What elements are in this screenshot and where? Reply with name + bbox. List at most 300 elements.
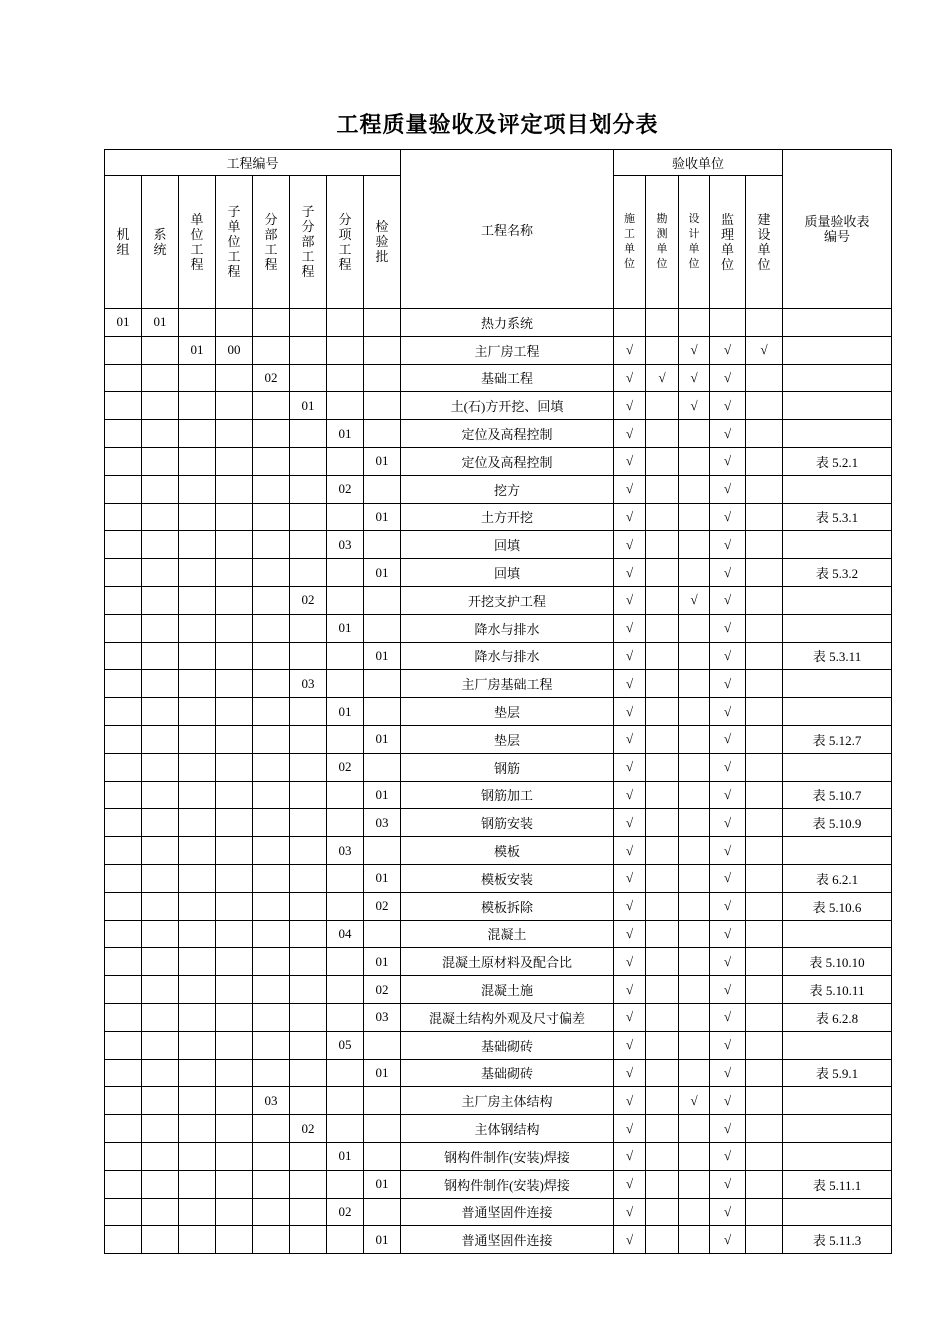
cell-sub-unit-project (216, 781, 253, 809)
cell-inspection-lot (364, 392, 401, 420)
cell-unit-project (179, 920, 216, 948)
cell-owner (746, 1142, 783, 1170)
cell-unit-project (179, 837, 216, 865)
cell-construction (614, 309, 646, 337)
cell-design (679, 1003, 710, 1031)
cell-construction: √ (614, 1170, 646, 1198)
cell-unit (105, 1115, 142, 1143)
cell-project-name: 定位及高程控制 (401, 420, 614, 448)
table-row (105, 1198, 892, 1226)
cell-item (327, 1170, 364, 1198)
cell-owner (746, 586, 783, 614)
cell-division (253, 1031, 290, 1059)
cell-unit-project (179, 1115, 216, 1143)
cell-project-name: 主体钢结构 (401, 1115, 614, 1143)
cell-inspection-lot (364, 531, 401, 559)
cell-inspection-lot (364, 753, 401, 781)
cell-sub-division: 02 (290, 1115, 327, 1143)
cell-form-number (783, 475, 892, 503)
cell-survey (646, 392, 679, 420)
cell-sub-division (290, 976, 327, 1004)
cell-supervision: √ (710, 447, 746, 475)
cell-supervision (710, 309, 746, 337)
cell-unit (105, 1170, 142, 1198)
cell-owner (746, 809, 783, 837)
cell-survey (646, 475, 679, 503)
cell-unit (105, 364, 142, 392)
cell-survey (646, 1170, 679, 1198)
cell-project-name: 热力系统 (401, 309, 614, 337)
cell-unit (105, 1087, 142, 1115)
cell-inspection-lot: 01 (364, 447, 401, 475)
cell-form-number (783, 336, 892, 364)
cell-inspection-lot (364, 1198, 401, 1226)
cell-supervision: √ (710, 670, 746, 698)
cell-owner (746, 475, 783, 503)
cell-item: 02 (327, 1198, 364, 1226)
cell-division (253, 559, 290, 587)
cell-project-name: 主厂房主体结构 (401, 1087, 614, 1115)
cell-form-number (783, 364, 892, 392)
cell-sub-division (290, 420, 327, 448)
cell-form-number (783, 1031, 892, 1059)
cell-item (327, 642, 364, 670)
cell-sub-unit-project (216, 586, 253, 614)
cell-inspection-lot: 03 (364, 1003, 401, 1031)
cell-unit (105, 1059, 142, 1087)
cell-project-name: 钢筋 (401, 753, 614, 781)
cell-form-number: 表 5.9.1 (783, 1059, 892, 1087)
cell-design (679, 1198, 710, 1226)
cell-form-number (783, 837, 892, 865)
header-survey-unit: 勘测单位 (646, 176, 679, 309)
header-construction-unit: 施工单位 (614, 176, 646, 309)
cell-system (142, 503, 179, 531)
cell-unit-project: 01 (179, 336, 216, 364)
cell-inspection-lot: 01 (364, 1059, 401, 1087)
cell-project-name: 回填 (401, 531, 614, 559)
cell-system (142, 392, 179, 420)
cell-construction: √ (614, 725, 646, 753)
cell-inspection-lot: 02 (364, 892, 401, 920)
cell-construction: √ (614, 336, 646, 364)
cell-form-number: 表 5.2.1 (783, 447, 892, 475)
cell-owner (746, 753, 783, 781)
cell-project-name: 钢筋安装 (401, 809, 614, 837)
cell-survey (646, 976, 679, 1004)
cell-item (327, 725, 364, 753)
cell-unit-project (179, 698, 216, 726)
cell-sub-division (290, 642, 327, 670)
cell-design (679, 920, 710, 948)
table-row (105, 614, 892, 642)
cell-division (253, 698, 290, 726)
cell-design (679, 864, 710, 892)
cell-design (679, 837, 710, 865)
cell-owner (746, 920, 783, 948)
table-row (105, 725, 892, 753)
cell-inspection-lot (364, 698, 401, 726)
cell-owner (746, 1003, 783, 1031)
cell-design: √ (679, 586, 710, 614)
cell-sub-division (290, 1003, 327, 1031)
cell-project-name: 混凝土结构外观及尺寸偏差 (401, 1003, 614, 1031)
cell-supervision: √ (710, 1087, 746, 1115)
cell-form-number: 表 5.11.3 (783, 1226, 892, 1254)
cell-form-number: 表 6.2.1 (783, 864, 892, 892)
cell-system (142, 1031, 179, 1059)
table-row (105, 1031, 892, 1059)
cell-sub-unit-project (216, 614, 253, 642)
cell-division (253, 864, 290, 892)
cell-sub-division (290, 336, 327, 364)
cell-unit-project (179, 559, 216, 587)
cell-form-number: 表 5.12.7 (783, 725, 892, 753)
cell-supervision: √ (710, 420, 746, 448)
cell-sub-division (290, 309, 327, 337)
cell-division (253, 892, 290, 920)
table-row (105, 892, 892, 920)
cell-construction: √ (614, 420, 646, 448)
cell-project-name: 土(石)方开挖、回填 (401, 392, 614, 420)
cell-design (679, 531, 710, 559)
cell-sub-unit-project (216, 559, 253, 587)
cell-project-name: 基础砌砖 (401, 1059, 614, 1087)
cell-construction: √ (614, 392, 646, 420)
cell-construction: √ (614, 1198, 646, 1226)
cell-division (253, 1142, 290, 1170)
header-item: 分项工程 (327, 176, 364, 309)
cell-sub-unit-project (216, 864, 253, 892)
cell-construction: √ (614, 447, 646, 475)
cell-unit (105, 948, 142, 976)
cell-form-number (783, 392, 892, 420)
cell-sub-unit-project (216, 809, 253, 837)
cell-system (142, 698, 179, 726)
cell-supervision: √ (710, 531, 746, 559)
cell-sub-division (290, 1087, 327, 1115)
cell-division (253, 503, 290, 531)
table-row (105, 503, 892, 531)
cell-unit-project (179, 864, 216, 892)
cell-inspection-lot (364, 1115, 401, 1143)
cell-unit-project (179, 309, 216, 337)
cell-division (253, 586, 290, 614)
table-row (105, 809, 892, 837)
cell-sub-division (290, 447, 327, 475)
cell-sub-division (290, 1059, 327, 1087)
cell-sub-unit-project (216, 698, 253, 726)
cell-owner (746, 976, 783, 1004)
cell-division (253, 753, 290, 781)
cell-form-number (783, 1115, 892, 1143)
cell-form-number (783, 920, 892, 948)
cell-owner (746, 309, 783, 337)
cell-supervision: √ (710, 1031, 746, 1059)
cell-owner (746, 503, 783, 531)
cell-inspection-lot: 01 (364, 642, 401, 670)
cell-supervision: √ (710, 586, 746, 614)
cell-system (142, 920, 179, 948)
cell-sub-division (290, 1198, 327, 1226)
cell-system (142, 420, 179, 448)
cell-item (327, 336, 364, 364)
header-owner-unit: 建设单位 (746, 176, 783, 309)
cell-construction: √ (614, 364, 646, 392)
cell-unit (105, 837, 142, 865)
cell-division: 03 (253, 1087, 290, 1115)
cell-division (253, 1115, 290, 1143)
cell-construction: √ (614, 1003, 646, 1031)
cell-form-number: 表 5.11.1 (783, 1170, 892, 1198)
cell-system (142, 1142, 179, 1170)
cell-construction: √ (614, 1031, 646, 1059)
table-row (105, 336, 892, 364)
cell-division (253, 837, 290, 865)
cell-division (253, 1226, 290, 1254)
cell-sub-unit-project (216, 1115, 253, 1143)
table-row (105, 948, 892, 976)
cell-survey (646, 920, 679, 948)
cell-sub-division (290, 614, 327, 642)
cell-system (142, 475, 179, 503)
cell-item (327, 503, 364, 531)
cell-system (142, 1170, 179, 1198)
cell-unit (105, 559, 142, 587)
cell-sub-division (290, 781, 327, 809)
cell-owner (746, 642, 783, 670)
cell-form-number (783, 753, 892, 781)
cell-system (142, 364, 179, 392)
cell-owner (746, 892, 783, 920)
cell-owner (746, 781, 783, 809)
cell-design (679, 1226, 710, 1254)
cell-inspection-lot (364, 920, 401, 948)
cell-survey (646, 1087, 679, 1115)
cell-system (142, 1226, 179, 1254)
cell-inspection-lot (364, 586, 401, 614)
cell-design (679, 753, 710, 781)
cell-unit (105, 670, 142, 698)
cell-owner (746, 1170, 783, 1198)
cell-sub-division (290, 1170, 327, 1198)
cell-supervision: √ (710, 837, 746, 865)
cell-inspection-lot: 01 (364, 1226, 401, 1254)
cell-unit-project (179, 503, 216, 531)
cell-sub-unit-project (216, 753, 253, 781)
cell-sub-unit-project (216, 948, 253, 976)
cell-inspection-lot (364, 336, 401, 364)
cell-form-number (783, 531, 892, 559)
cell-design: √ (679, 364, 710, 392)
cell-survey (646, 614, 679, 642)
cell-unit-project (179, 1198, 216, 1226)
table-row (105, 1087, 892, 1115)
cell-item (327, 1003, 364, 1031)
table-row (105, 1059, 892, 1087)
cell-survey (646, 725, 679, 753)
cell-system (142, 725, 179, 753)
table-row (105, 976, 892, 1004)
cell-construction: √ (614, 1087, 646, 1115)
cell-inspection-lot: 02 (364, 976, 401, 1004)
cell-owner (746, 1059, 783, 1087)
cell-owner: √ (746, 336, 783, 364)
cell-survey (646, 1031, 679, 1059)
cell-form-number: 表 5.10.10 (783, 948, 892, 976)
cell-design: √ (679, 392, 710, 420)
cell-unit (105, 920, 142, 948)
cell-division (253, 447, 290, 475)
cell-sub-unit-project (216, 892, 253, 920)
cell-sub-division: 01 (290, 392, 327, 420)
cell-system (142, 781, 179, 809)
cell-division (253, 531, 290, 559)
cell-division: 02 (253, 364, 290, 392)
cell-survey (646, 1142, 679, 1170)
cell-sub-division (290, 531, 327, 559)
cell-design (679, 614, 710, 642)
cell-sub-unit-project (216, 309, 253, 337)
cell-supervision: √ (710, 892, 746, 920)
header-system: 系统 (142, 176, 179, 309)
cell-unit-project (179, 420, 216, 448)
cell-unit-project (179, 1059, 216, 1087)
cell-system: 01 (142, 309, 179, 337)
cell-division (253, 392, 290, 420)
cell-project-name: 钢构件制作(安装)焊接 (401, 1170, 614, 1198)
cell-form-number: 表 5.10.7 (783, 781, 892, 809)
cell-item (327, 670, 364, 698)
cell-project-name: 垫层 (401, 698, 614, 726)
cell-design (679, 976, 710, 1004)
cell-item (327, 586, 364, 614)
cell-item (327, 781, 364, 809)
cell-unit-project (179, 670, 216, 698)
cell-form-number: 表 5.10.11 (783, 976, 892, 1004)
cell-sub-unit-project (216, 1170, 253, 1198)
cell-item: 01 (327, 614, 364, 642)
cell-sub-division (290, 1142, 327, 1170)
cell-construction: √ (614, 1226, 646, 1254)
cell-supervision: √ (710, 559, 746, 587)
cell-supervision: √ (710, 1059, 746, 1087)
header-form-number: 质量验收表编号 (783, 150, 892, 309)
cell-system (142, 1003, 179, 1031)
table-row (105, 392, 892, 420)
table-row (105, 670, 892, 698)
cell-system (142, 753, 179, 781)
cell-sub-division (290, 948, 327, 976)
cell-design (679, 1059, 710, 1087)
cell-design (679, 420, 710, 448)
cell-division (253, 809, 290, 837)
cell-item: 02 (327, 753, 364, 781)
cell-inspection-lot: 01 (364, 559, 401, 587)
table-row (105, 864, 892, 892)
cell-project-name: 基础工程 (401, 364, 614, 392)
cell-division (253, 948, 290, 976)
cell-supervision: √ (710, 948, 746, 976)
cell-unit (105, 392, 142, 420)
cell-survey (646, 309, 679, 337)
cell-unit-project (179, 809, 216, 837)
cell-owner (746, 1031, 783, 1059)
cell-inspection-lot: 01 (364, 725, 401, 753)
cell-division (253, 725, 290, 753)
cell-system (142, 809, 179, 837)
cell-construction: √ (614, 670, 646, 698)
cell-survey (646, 781, 679, 809)
cell-form-number: 表 5.3.1 (783, 503, 892, 531)
cell-sub-unit-project (216, 503, 253, 531)
header-design-unit: 设计单位 (679, 176, 710, 309)
table-row (105, 586, 892, 614)
cell-owner (746, 1198, 783, 1226)
table-row (105, 420, 892, 448)
cell-form-number (783, 1198, 892, 1226)
cell-survey (646, 948, 679, 976)
cell-supervision: √ (710, 364, 746, 392)
cell-unit (105, 698, 142, 726)
table-row (105, 559, 892, 587)
header-sub-unit-project: 子单位工程 (216, 176, 253, 309)
cell-inspection-lot: 01 (364, 864, 401, 892)
header-project-name: 工程名称 (401, 150, 614, 309)
cell-sub-unit-project (216, 1198, 253, 1226)
cell-inspection-lot (364, 309, 401, 337)
table-row (105, 781, 892, 809)
header-division: 分部工程 (253, 176, 290, 309)
cell-construction: √ (614, 614, 646, 642)
cell-item (327, 1226, 364, 1254)
table-row (105, 837, 892, 865)
cell-survey (646, 1003, 679, 1031)
cell-design (679, 725, 710, 753)
cell-item (327, 447, 364, 475)
cell-construction: √ (614, 781, 646, 809)
cell-owner (746, 364, 783, 392)
cell-survey (646, 420, 679, 448)
cell-inspection-lot (364, 1031, 401, 1059)
cell-sub-unit-project (216, 1087, 253, 1115)
cell-item (327, 864, 364, 892)
cell-unit (105, 1226, 142, 1254)
cell-project-name: 普通坚固件连接 (401, 1226, 614, 1254)
cell-system (142, 976, 179, 1004)
project-division-table (104, 149, 892, 1254)
cell-item: 01 (327, 1142, 364, 1170)
cell-project-name: 普通坚固件连接 (401, 1198, 614, 1226)
cell-unit (105, 642, 142, 670)
cell-sub-division (290, 1031, 327, 1059)
cell-project-name: 混凝土施 (401, 976, 614, 1004)
cell-sub-division (290, 698, 327, 726)
cell-design (679, 559, 710, 587)
cell-unit-project (179, 447, 216, 475)
cell-survey (646, 336, 679, 364)
cell-survey (646, 892, 679, 920)
cell-owner (746, 447, 783, 475)
cell-construction: √ (614, 864, 646, 892)
cell-system (142, 1115, 179, 1143)
cell-construction: √ (614, 1059, 646, 1087)
cell-form-number: 表 5.10.9 (783, 809, 892, 837)
cell-supervision: √ (710, 809, 746, 837)
cell-unit (105, 1031, 142, 1059)
cell-supervision: √ (710, 976, 746, 1004)
cell-supervision: √ (710, 614, 746, 642)
